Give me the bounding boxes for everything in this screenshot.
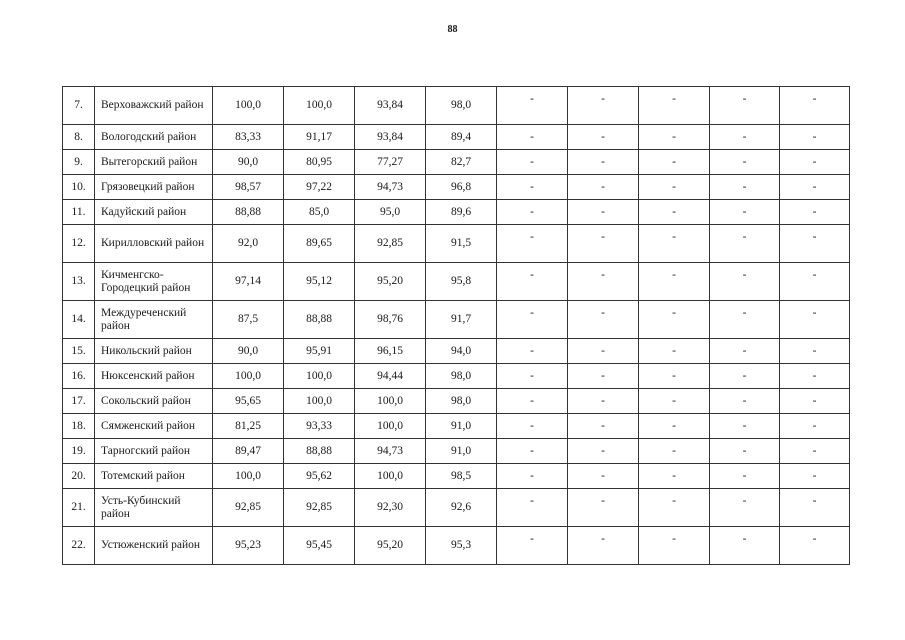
value-cell: 95,23 [213,527,284,565]
value-cell: 93,84 [355,87,426,125]
value-cell: 91,5 [426,225,497,263]
empty-value-cell: - [710,150,780,175]
table-row [63,389,850,414]
empty-value-cell: - [497,175,568,200]
district-name-cell: Междуреченский район [95,301,213,339]
district-name-cell: Нюксенский район [95,364,213,389]
value-cell: 92,85 [284,489,355,527]
empty-value-cell: - [497,389,568,414]
empty-value-cell: - [497,339,568,364]
empty-value-cell: - [710,364,780,389]
empty-value-cell: - [710,339,780,364]
empty-value-cell: - [497,439,568,464]
district-name-cell: Кадуйский район [95,200,213,225]
table-row [63,527,850,565]
row-number-cell: 18. [63,414,95,439]
empty-value-cell: - [780,439,850,464]
empty-value-cell: - [568,150,639,175]
value-cell: 87,5 [213,301,284,339]
empty-value-cell: - [710,464,780,489]
value-cell: 91,0 [426,439,497,464]
value-cell: 94,73 [355,175,426,200]
value-cell: 95,20 [355,527,426,565]
value-cell: 95,12 [284,263,355,301]
value-cell: 100,0 [355,389,426,414]
value-cell: 98,5 [426,464,497,489]
value-cell: 95,65 [213,389,284,414]
row-number-cell: 16. [63,364,95,389]
empty-value-cell: - [497,125,568,150]
empty-value-cell: - [780,489,850,527]
empty-value-cell: - [639,301,710,339]
empty-value-cell: - [568,527,639,565]
empty-value-cell: - [639,414,710,439]
empty-value-cell: - [780,527,850,565]
empty-value-cell: - [780,364,850,389]
district-name-cell: Верховажский район [95,87,213,125]
value-cell: 95,91 [284,339,355,364]
value-cell: 98,76 [355,301,426,339]
row-number-cell: 20. [63,464,95,489]
table-row [63,87,850,125]
row-number-cell: 17. [63,389,95,414]
value-cell: 88,88 [284,301,355,339]
value-cell: 91,7 [426,301,497,339]
row-number-cell: 9. [63,150,95,175]
table-row [63,125,850,150]
empty-value-cell: - [497,87,568,125]
district-name-cell: Вытегорский район [95,150,213,175]
empty-value-cell: - [780,464,850,489]
value-cell: 92,0 [213,225,284,263]
row-number-cell: 10. [63,175,95,200]
district-name-cell: Никольский район [95,339,213,364]
value-cell: 94,73 [355,439,426,464]
table-row [63,263,850,301]
empty-value-cell: - [568,225,639,263]
row-number-cell: 8. [63,125,95,150]
value-cell: 92,85 [213,489,284,527]
empty-value-cell: - [639,263,710,301]
district-name-cell: Кичменгско-Городецкий район [95,263,213,301]
empty-value-cell: - [639,527,710,565]
value-cell: 98,0 [426,364,497,389]
empty-value-cell: - [497,489,568,527]
empty-value-cell: - [780,339,850,364]
empty-value-cell: - [710,225,780,263]
value-cell: 89,6 [426,200,497,225]
value-cell: 91,0 [426,414,497,439]
row-number-cell: 14. [63,301,95,339]
district-name-cell: Тарногский район [95,439,213,464]
empty-value-cell: - [710,439,780,464]
page-number: 88 [447,24,458,35]
empty-value-cell: - [780,125,850,150]
empty-value-cell: - [568,364,639,389]
empty-value-cell: - [710,414,780,439]
district-name-cell: Вологодский район [95,125,213,150]
value-cell: 100,0 [284,364,355,389]
empty-value-cell: - [780,389,850,414]
value-cell: 100,0 [213,364,284,389]
empty-value-cell: - [568,301,639,339]
district-statistics-table [62,86,850,565]
empty-value-cell: - [568,87,639,125]
row-number-cell: 13. [63,263,95,301]
value-cell: 100,0 [284,87,355,125]
table-row [63,414,850,439]
empty-value-cell: - [710,301,780,339]
empty-value-cell: - [710,175,780,200]
empty-value-cell: - [639,200,710,225]
value-cell: 77,27 [355,150,426,175]
empty-value-cell: - [710,87,780,125]
empty-value-cell: - [639,389,710,414]
row-number-cell: 12. [63,225,95,263]
value-cell: 95,62 [284,464,355,489]
empty-value-cell: - [639,150,710,175]
value-cell: 98,57 [213,175,284,200]
value-cell: 91,17 [284,125,355,150]
empty-value-cell: - [639,125,710,150]
empty-value-cell: - [497,414,568,439]
empty-value-cell: - [497,225,568,263]
empty-value-cell: - [780,175,850,200]
empty-value-cell: - [497,464,568,489]
empty-value-cell: - [780,225,850,263]
table-body [63,87,850,565]
empty-value-cell: - [780,414,850,439]
value-cell: 95,45 [284,527,355,565]
empty-value-cell: - [568,339,639,364]
empty-value-cell: - [780,263,850,301]
empty-value-cell: - [568,414,639,439]
empty-value-cell: - [710,125,780,150]
empty-value-cell: - [639,464,710,489]
district-name-cell: Кирилловский район [95,225,213,263]
value-cell: 95,20 [355,263,426,301]
table-row [63,301,850,339]
value-cell: 100,0 [355,414,426,439]
row-number-cell: 11. [63,200,95,225]
value-cell: 98,0 [426,389,497,414]
value-cell: 82,7 [426,150,497,175]
value-cell: 89,65 [284,225,355,263]
empty-value-cell: - [639,489,710,527]
value-cell: 88,88 [213,200,284,225]
table-row [63,175,850,200]
table-row [63,339,850,364]
value-cell: 94,44 [355,364,426,389]
empty-value-cell: - [710,489,780,527]
value-cell: 95,0 [355,200,426,225]
empty-value-cell: - [639,339,710,364]
empty-value-cell: - [497,364,568,389]
value-cell: 81,25 [213,414,284,439]
empty-value-cell: - [568,200,639,225]
table-row [63,150,850,175]
empty-value-cell: - [497,150,568,175]
table-row [63,225,850,263]
empty-value-cell: - [568,263,639,301]
row-number-cell: 21. [63,489,95,527]
table-row [63,439,850,464]
value-cell: 96,8 [426,175,497,200]
empty-value-cell: - [780,87,850,125]
empty-value-cell: - [710,263,780,301]
row-number-cell: 19. [63,439,95,464]
value-cell: 89,4 [426,125,497,150]
value-cell: 97,22 [284,175,355,200]
value-cell: 90,0 [213,339,284,364]
empty-value-cell: - [639,87,710,125]
value-cell: 93,33 [284,414,355,439]
value-cell: 89,47 [213,439,284,464]
value-cell: 98,0 [426,87,497,125]
district-name-cell: Грязовецкий район [95,175,213,200]
value-cell: 100,0 [213,87,284,125]
value-cell: 94,0 [426,339,497,364]
value-cell: 95,8 [426,263,497,301]
empty-value-cell: - [780,150,850,175]
empty-value-cell: - [710,200,780,225]
empty-value-cell: - [780,200,850,225]
row-number-cell: 7. [63,87,95,125]
value-cell: 88,88 [284,439,355,464]
table-row [63,489,850,527]
value-cell: 80,95 [284,150,355,175]
value-cell: 93,84 [355,125,426,150]
empty-value-cell: - [497,200,568,225]
empty-value-cell: - [639,364,710,389]
empty-value-cell: - [568,389,639,414]
district-name-cell: Сямженский район [95,414,213,439]
empty-value-cell: - [568,125,639,150]
table-row [63,200,850,225]
district-name-cell: Сокольский район [95,389,213,414]
empty-value-cell: - [639,175,710,200]
value-cell: 100,0 [213,464,284,489]
value-cell: 97,14 [213,263,284,301]
district-name-cell: Тотемский район [95,464,213,489]
value-cell: 96,15 [355,339,426,364]
value-cell: 92,30 [355,489,426,527]
value-cell: 83,33 [213,125,284,150]
district-name-cell: Устюженский район [95,527,213,565]
value-cell: 85,0 [284,200,355,225]
value-cell: 90,0 [213,150,284,175]
value-cell: 95,3 [426,527,497,565]
row-number-cell: 15. [63,339,95,364]
row-number-cell: 22. [63,527,95,565]
empty-value-cell: - [639,439,710,464]
empty-value-cell: - [497,301,568,339]
value-cell: 92,6 [426,489,497,527]
value-cell: 100,0 [355,464,426,489]
empty-value-cell: - [780,301,850,339]
value-cell: 92,85 [355,225,426,263]
empty-value-cell: - [497,527,568,565]
empty-value-cell: - [710,389,780,414]
empty-value-cell: - [568,489,639,527]
empty-value-cell: - [568,464,639,489]
table-row [63,364,850,389]
value-cell: 100,0 [284,389,355,414]
empty-value-cell: - [497,263,568,301]
empty-value-cell: - [568,439,639,464]
empty-value-cell: - [568,175,639,200]
table-row [63,464,850,489]
district-name-cell: Усть-Кубинский район [95,489,213,527]
empty-value-cell: - [639,225,710,263]
empty-value-cell: - [710,527,780,565]
